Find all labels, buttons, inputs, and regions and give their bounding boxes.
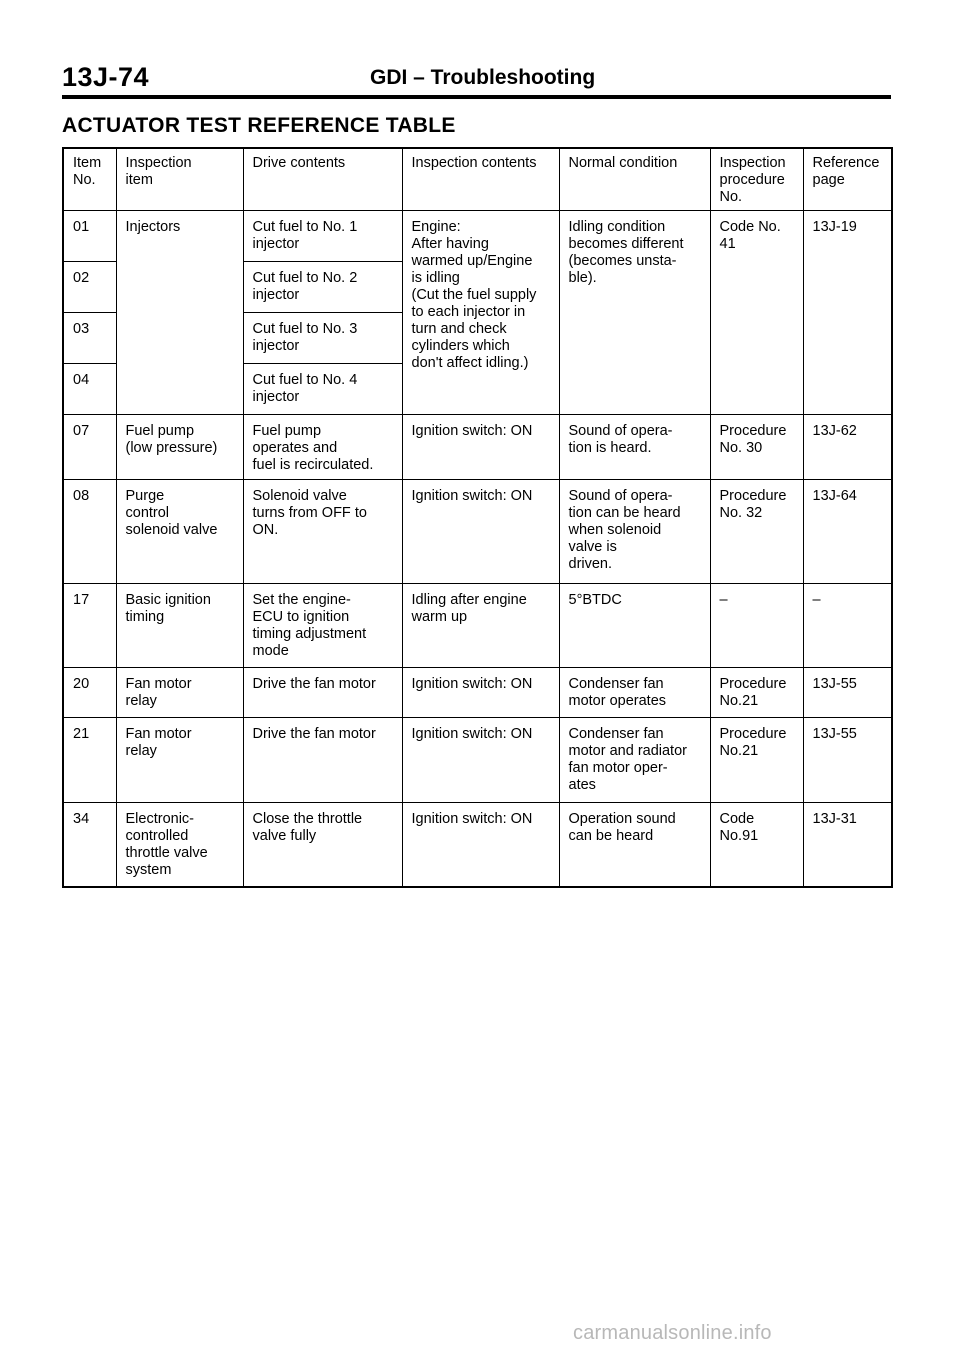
drive-contents-cell: Drive the fan motor [243,668,402,718]
procedure-cell: Procedure No. 30 [710,415,803,480]
reference-page-cell: 13J-31 [803,803,892,887]
inspection-item-cell: Basic ignition timing [116,584,243,668]
reference-page-cell: – [803,584,892,668]
drive-contents-cell: Drive the fan motor [243,718,402,803]
inspection-item-cell: Purge control solenoid valve [116,480,243,584]
page-header-title: GDI – Troubleshooting [370,66,596,89]
procedure-cell: Procedure No. 32 [710,480,803,584]
table-row [63,211,892,262]
procedure-cell: Code No. 41 [710,211,803,415]
header-inspection-item: Inspection item [116,148,243,211]
inspection-contents-cell: Ignition switch: ON [402,415,559,480]
inspection-item-cell: Injectors [116,211,243,415]
reference-page-cell: 13J-19 [803,211,892,415]
normal-condition-cell: Sound of opera- tion can be heard when solenoid valve is driven. [559,480,710,584]
watermark: carmanualsonline.info [573,1322,772,1344]
item-no-cell: 03 [63,313,116,364]
table-row [63,480,892,584]
header-reference-page: Reference page [803,148,892,211]
header-rule [62,95,891,99]
normal-condition-cell: Condenser fan motor and radiator fan motor oper- ates [559,718,710,803]
inspection-contents-cell: Ignition switch: ON [402,668,559,718]
reference-page-cell: 13J-55 [803,718,892,803]
normal-condition-cell: Sound of opera- tion is heard. [559,415,710,480]
reference-page-cell: 13J-64 [803,480,892,584]
normal-condition-cell: 5°BTDC [559,584,710,668]
item-no-cell: 01 [63,211,116,262]
inspection-item-cell: Electronic- controlled throttle valve system [116,803,243,887]
actuator-test-table [62,147,893,888]
inspection-contents-cell: Engine: After having warmed up/Engine is idling (Cut the fuel supply to each injector in turn and check cylinders which don't affect idling.) [402,211,559,415]
drive-contents-cell: Cut fuel to No. 3 injector [243,313,402,364]
reference-page-cell: 13J-55 [803,668,892,718]
inspection-item-cell: Fuel pump (low pressure) [116,415,243,480]
reference-page-cell: 13J-62 [803,415,892,480]
item-no-cell: 21 [63,718,116,803]
procedure-cell: Procedure No.21 [710,718,803,803]
procedure-cell: Procedure No.21 [710,668,803,718]
drive-contents-cell: Set the engine- ECU to ignition timing adjustment mode [243,584,402,668]
header-item-no: Item No. [63,148,116,211]
drive-contents-cell: Cut fuel to No. 2 injector [243,262,402,313]
drive-contents-cell: Close the throttle valve fully [243,803,402,887]
header-inspection-procedure: Inspection procedure No. [710,148,803,211]
drive-contents-cell: Cut fuel to No. 1 injector [243,211,402,262]
normal-condition-cell: Operation sound can be heard [559,803,710,887]
inspection-item-cell: Fan motor relay [116,718,243,803]
header-normal-condition: Normal condition [559,148,710,211]
drive-contents-cell: Fuel pump operates and fuel is recirculated. [243,415,402,480]
inspection-contents-cell: Ignition switch: ON [402,480,559,584]
page-number: 13J-74 [62,62,150,92]
inspection-contents-cell: Ignition switch: ON [402,803,559,887]
item-no-cell: 08 [63,480,116,584]
item-no-cell: 34 [63,803,116,887]
drive-contents-cell: Solenoid valve turns from OFF to ON. [243,480,402,584]
procedure-cell: – [710,584,803,668]
inspection-item-cell: Fan motor relay [116,668,243,718]
table-row [63,718,892,803]
inspection-contents-cell: Ignition switch: ON [402,718,559,803]
item-no-cell: 02 [63,262,116,313]
normal-condition-cell: Idling condition becomes different (becomes unsta- ble). [559,211,710,415]
procedure-cell: Code No.91 [710,803,803,887]
item-no-cell: 17 [63,584,116,668]
table-row [63,668,892,718]
header-drive-contents: Drive contents [243,148,402,211]
drive-contents-cell: Cut fuel to No. 4 injector [243,364,402,415]
table-row [63,584,892,668]
header-inspection-contents: Inspection contents [402,148,559,211]
normal-condition-cell: Condenser fan motor operates [559,668,710,718]
table-title: ACTUATOR TEST REFERENCE TABLE [62,114,456,137]
item-no-cell: 04 [63,364,116,415]
inspection-contents-cell: Idling after engine warm up [402,584,559,668]
table-row [63,415,892,480]
table-header-row [63,148,892,211]
item-no-cell: 07 [63,415,116,480]
item-no-cell: 20 [63,668,116,718]
table-row [63,803,892,887]
